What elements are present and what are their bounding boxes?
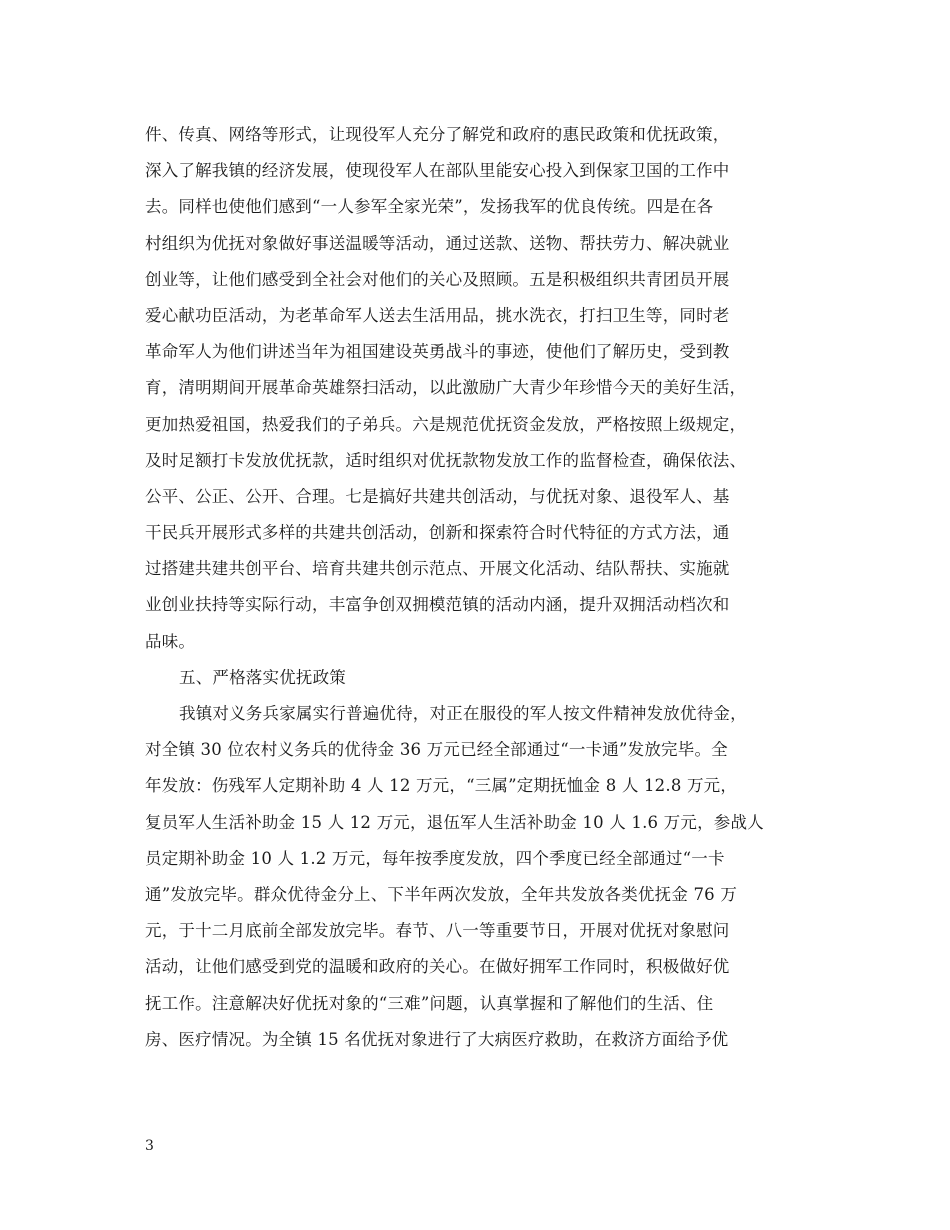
text-line: 过搭建共建共创平台、培育共建共创示范点、开展文化活动、结队帮扶、实施就 xyxy=(145,559,730,579)
text-line: 件、传真、网络等形式，让现役军人充分了解党和政府的惠民政策和优抚政策， xyxy=(145,125,730,144)
text-line: 爱心献功臣活动，为老革命军人送去生活用品，挑水洗衣，打扫卫生等，同时老 xyxy=(145,305,730,325)
document-body xyxy=(145,117,815,1058)
text-line: 创业等，让他们感受到全社会对他们的关心及照顾。五是积极组织共青团员开展 xyxy=(145,269,730,289)
text-line: 年发放：伤残军人定期补助 4 人 12 万元，“三属”定期抚恤金 8 人 12.8 万元， xyxy=(145,776,738,796)
text-line: 去。同样也使他们感到“一人参军全家光荣”，发扬我军的优良传统。四是在各 xyxy=(145,197,714,217)
text-line: 对全镇 30 位农村义务兵的优待金 36 万元已经全部通过“一卡通”发放完毕。全 xyxy=(145,740,728,760)
text-line: 及时足额打卡发放优抚款，适时组织对优抚款物发放工作的监督检查，确保依法、 xyxy=(145,450,747,470)
text-line: 员定期补助金 10 人 1.2 万元，每年按季度发放，四个季度已经全部通过“一卡 xyxy=(145,848,725,868)
text-line: 业创业扶持等实际行动，丰富争创双拥模范镇的活动内涵，提升双拥活动档次和 xyxy=(145,595,730,615)
text-line: 活动，让他们感受到党的温暖和政府的关心。在做好拥军工作同时，积极做好优 xyxy=(145,957,730,977)
text-line: 革命军人为他们讲述当年为祖国建设英勇战斗的事迹，使他们了解历史，受到教 xyxy=(145,342,730,362)
text-line: 复员军人生活补助金 15 人 12 万元，退伍军人生活补助金 10 人 1.6 万元，参战人 xyxy=(145,812,764,832)
text-line: 元，于十二月底前全部发放完毕。春节、八一等重要节日，开展对优抚对象慰问 xyxy=(145,921,730,941)
text-line: 深入了解我镇的经济发展，使现役军人在部队里能安心投入到保家卫国的工作中 xyxy=(145,161,730,181)
text-line: 公平、公正、公开、合理。七是搞好共建共创活动，与优抚对象、退役军人、基 xyxy=(145,486,730,506)
text-line: 更加热爱祖国，热爱我们的子弟兵。六是规范优抚资金发放，严格按照上级规定， xyxy=(145,414,747,434)
text-line: 通”发放完毕。群众优待金分上、下半年两次发放，全年共发放各类优抚金 76 万 xyxy=(145,884,738,904)
text-line: 村组织为优抚对象做好事送温暖等活动，通过送款、送物、帮扶劳力、解决就业 xyxy=(145,233,730,253)
text-line: 抚工作。注意解决好优抚对象的“三难”问题，认真掌握和了解他们的生活、住 xyxy=(145,993,714,1013)
page-number: 3 xyxy=(145,1138,154,1154)
section-heading: 五、严格落实优抚政策 xyxy=(179,667,346,687)
text-line: 干民兵开展形式多样的共建共创活动，创新和探索符合时代特征的方式方法，通 xyxy=(145,523,730,543)
text-line: 房、医疗情况。为全镇 15 名优抚对象进行了大病医疗救助，在救济方面给予优 xyxy=(145,1029,729,1049)
text-line: 品味。 xyxy=(145,631,196,651)
text-line: 育，清明期间开展革命英雄祭扫活动，以此激励广大青少年珍惜今天的美好生活， xyxy=(145,378,747,398)
paragraph-first-line: 我镇对义务兵家属实行普遍优待，对正在服役的军人按文件精神发放优待金， xyxy=(179,704,747,723)
